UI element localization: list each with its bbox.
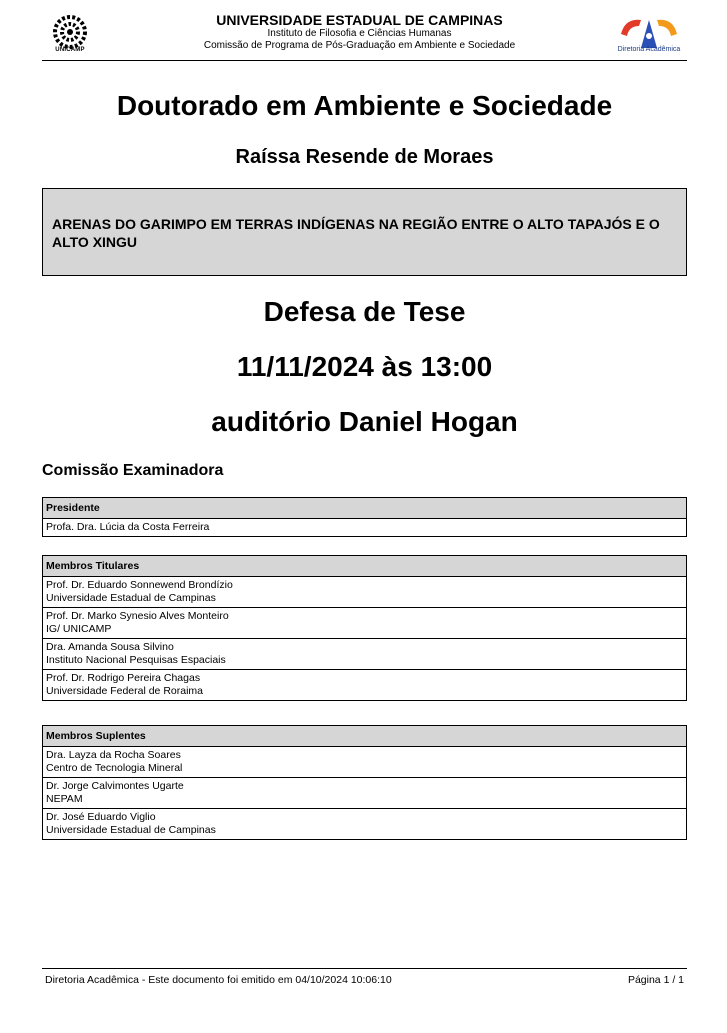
member-cell [43, 608, 687, 639]
table-row [43, 608, 687, 639]
document-header [42, 8, 687, 61]
member-cell [43, 778, 687, 809]
president-name: Profa. Dra. Lúcia da Costa Ferreira [43, 519, 687, 537]
commission-name: Comissão de Programa de Pós-Graduação em Ambiente e Sociedade [203, 40, 516, 51]
member-name: Dr. Jorge Calvimontes Ugarte [46, 780, 184, 792]
member-name: Prof. Dr. Marko Synesio Alves Monteiro [46, 610, 229, 622]
program-title: Doutorado em Ambiente e Sociedade [116, 90, 613, 121]
suplentes-table [42, 725, 687, 840]
event-type: Defesa de Tese [263, 296, 466, 327]
member-institution: Centro de Tecnologia Mineral [46, 762, 183, 774]
member-name: Dra. Layza da Rocha Soares [46, 749, 181, 761]
member-institution: Instituto Nacional Pesquisas Espaciais [46, 654, 226, 666]
member-institution: Universidade Estadual de Campinas [46, 592, 216, 604]
table-header-row [43, 498, 687, 519]
table-row [43, 670, 687, 701]
member-institution: IG/ UNICAMP [46, 623, 112, 635]
institute-name: Instituto de Filosofia e Ciências Humanas [267, 28, 452, 39]
member-cell [43, 670, 687, 701]
member-name: Dr. José Eduardo Viglio [46, 811, 156, 823]
footer-issued-text: Diretoria Acadêmica - Este documento foi emitido em 04/10/2024 10:06:10 [45, 974, 392, 986]
member-institution: NEPAM [46, 793, 83, 805]
table-row [43, 809, 687, 840]
president-table [42, 497, 687, 537]
member-cell [43, 577, 687, 608]
student-name: Raíssa Resende de Moraes [235, 146, 494, 168]
member-name: Prof. Dr. Eduardo Sonnewend Brondízio [46, 579, 233, 591]
event-datetime: 11/11/2024 às 13:00 [236, 351, 493, 382]
member-institution: Universidade Estadual de Campinas [46, 824, 216, 836]
thesis-title-box [42, 188, 687, 276]
committee-heading: Comissão Examinadora [42, 462, 224, 479]
president-header: Presidente [43, 498, 687, 519]
table-header-row [43, 556, 687, 577]
member-institution: Universidade Federal de Roraima [46, 685, 203, 697]
titulares-header: Membros Titulares [43, 556, 687, 577]
diretoria-academica-logo-label: Diretoria Acadêmica [617, 46, 681, 53]
table-header-row [43, 726, 687, 747]
titulares-table [42, 555, 687, 701]
header-lines [172, 12, 547, 52]
thesis-title: ARENAS DO GARIMPO EM TERRAS INDÍGENAS NA REGIÃO ENTRE O ALTO TAPAJÓS E O ALTO XINGU [52, 216, 660, 250]
table-row [43, 639, 687, 670]
table-row [43, 747, 687, 778]
member-name: Dra. Amanda Sousa Silvino [46, 641, 174, 653]
document-footer [42, 968, 687, 986]
member-name: Prof. Dr. Rodrigo Pereira Chagas [46, 672, 201, 684]
university-name: UNIVERSIDADE ESTADUAL DE CAMPINAS [216, 12, 503, 28]
member-cell [43, 809, 687, 840]
table-row [43, 519, 687, 537]
member-cell [43, 639, 687, 670]
table-row [43, 577, 687, 608]
event-location: auditório Daniel Hogan [211, 406, 518, 437]
suplentes-header: Membros Suplentes [43, 726, 687, 747]
table-row [43, 778, 687, 809]
member-cell [43, 747, 687, 778]
unicamp-logo-label: UNICAMP [55, 47, 85, 53]
footer-page-number: Página 1 / 1 [627, 974, 684, 986]
